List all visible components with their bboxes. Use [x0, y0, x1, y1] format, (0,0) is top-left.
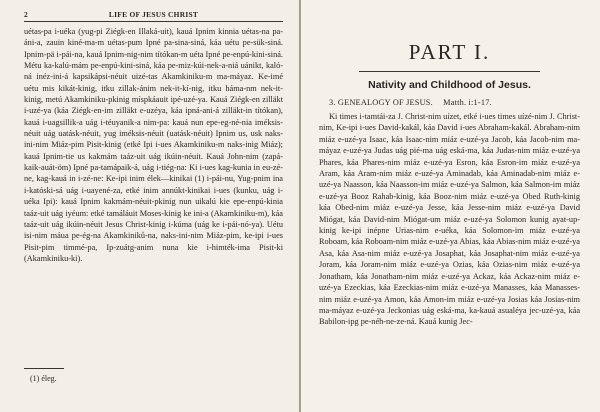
section-heading [329, 98, 580, 107]
right-body-text [319, 111, 580, 328]
running-title: LIFE OF JESUS CHRIST [108, 10, 199, 19]
running-head [24, 10, 283, 22]
left-page [0, 0, 299, 412]
right-page [301, 0, 600, 412]
footnote-divider [24, 368, 64, 369]
section-reference: Matth. i:1-17. [443, 98, 492, 107]
title-divider [359, 71, 540, 72]
page-number: 2 [24, 10, 28, 19]
left-paragraph: uétas-pa i-uéka (yug-pi Ziégk-en Illaká-uit), kauá Ipnim kinnia uétas-na pa-áni-a, zauin kiné-ma-m uétas-pum Ipné pa-sina-siná, káa uétu pe-sük-siná. Ipnim-pä i-pái-na, kauá Ipnim-nig-nim títókan-m uéta Ipné pe-enpú-kini-siná. Métu ka-kalú-mám pe-enpú-kini-siná, káa pe-miz-kúi-nek-a-niá uánikt, kaló-ná inéz-ini-á kapsikápsi-néuit uizé-tas Akamkiniku-m ma-máyaz. Ke-imé uétu mis kikát-kinig, itku zillak-ánim nek-it-kí-nig, itku háma-nm nek-it-kinig, metú Akamkiniku-pkinig míspkáauit ipé-uzé-ya. Kauá Ziégk-en zilläkt i-uzé-ya (káa Ziégk-en-im zilläkt e-uzéya, káa ipná-ani-á zilläkt-in títókan), kauá i-uagsillik-a uág i-téuyanik-a nim-pa: kauá nun epe-eg-né-nia iméksis-néuit uág uatásk-néuit, yug iméksis-néuit (uatásk-néuit) Ipnim us, usk naks-ini-nim Miáz-pim Pisit-kinig (etké Ipi i-ues Akamkiniku-m naks-inig Miáz); kauá Ipnim-tie us kakmám taáz-uit uág ikúin-néuit. Kauá John-nim (zapá-kaik-auát-öm) Ipné pa-tamápaik-á, uág i-tiég-na: Ki i-ues kag-kunia in eu-zé-ne, kag-kauá in i-zé-ne: Ke-ipi inim élek—kinikai (1) i-pái-nu, Yug-pnim ina i-katóski-sá uág i-uayené-za, etké inim annúkt-kinikai i-ues (kunku, uág i-uéka Ipi): kauá Ipnim kakmám-néuit-pkinig nun uikalú kie epe-enpú-kinia taáz-uit uág iyéum: etké tamáláuit Moses-kinig ke ini-a (Akamkiniku-m), káa taáz-uit uág ikúin-néuit Jesus Christ-kinig i-kúma (uág ke i-pái-nó-ya). Uétu isi-nim máua pe-ég-na Akamkiniků-na, naks-ini-nim Miáz-pim, ke-ipi i-ues Pisit-pim timmé-pa, Ip-zuátg-anim nuna kie i-himték-ima Pisit-ki (Akamkiniku-ki). [24, 27, 283, 263]
footnote: (1) éleg. [30, 374, 57, 383]
part-subtitle: Nativity and Childhood of Jesus. [368, 79, 531, 91]
right-paragraph: Ki times i-tamtái-za J. Christ-nim uízet, etké i-ues times uízé-nim J. Christ-nim, Ke-ipi i-ues David-kakál, káa David i-ues Abraham-kakál. Abraham-nim miáz e-uzé-ya Isaac, káa Isaac-nim miáz e-uzé-ya Jacob, káa Jacob-nim ma-máyaz e-uzé-ya Judas uág pié-ma uág eská-ma, káa Judas-nim miáz e-uzé-ya Phares, káa Phares-nim miáz e-uzé-ya Esron, káa Esron-im miáz e-uzé-ya Aram, káa Aram-nim miáz e-uzé-ya Aminadab, káa Aminadab-nim miáz e-uzé-ya Naasson, káa Naasson-im miáz e-uzé-ya Salmon, káa Salmon-im miáz e-uzé-ya Booz Rahab-kinig, káa Booz-nim miáz e-uzé-ya Obed Ruth-kinig káa Obed-nim miáz e-uzé-ya Jesse, káa Jesse-nim miáz e-uzé-ya David Miógat, káa David-nim Miógat-um miáz e-uzé-ya Solomon kunig ayat-up-kinig ke-ipi inépne Urias-nim e-uéka, káa Solomon-im miáz e-uzé-ya Roboam, káa Roboam-nim miáz e-uzé-ya Abias, káa Abias-nim miáz e-uzé-ya Asa, káa Asa-nim miáz e-uzé-ya Josaphat, káa Josaphat-nim miáz e-uzé-ya Joram, káa Joram-nim miáz e-uzé-ya Ozias, káa Ozias-nim miáz e-uzé-ya Jonatham, káa Jonatham-nim miáz e-uzé-ya Ackaz, káa Ackaz-nim miáz e-uzé-ya Ezeckias, káa Ezeckias-nim miáz e-uzé-ya Manasses, káa Manasses-nim miáz e-uzé-ya Amon, káa Amon-im miáz e-uzé-ya Josias káa Josias-nim ma-máyaz e-uzé-ya Jeckonias uág eská-ma, ka-kauá asualéya jec-uzé-ya, káa Babilon-ipg pe-néh-ne-ze-ná. Kauá kunig Jec- [319, 112, 580, 327]
section-title: 3. GENEALOGY OF JESUS. [329, 98, 433, 107]
part-title: PART I. [408, 40, 491, 64]
left-body-text [24, 26, 283, 264]
